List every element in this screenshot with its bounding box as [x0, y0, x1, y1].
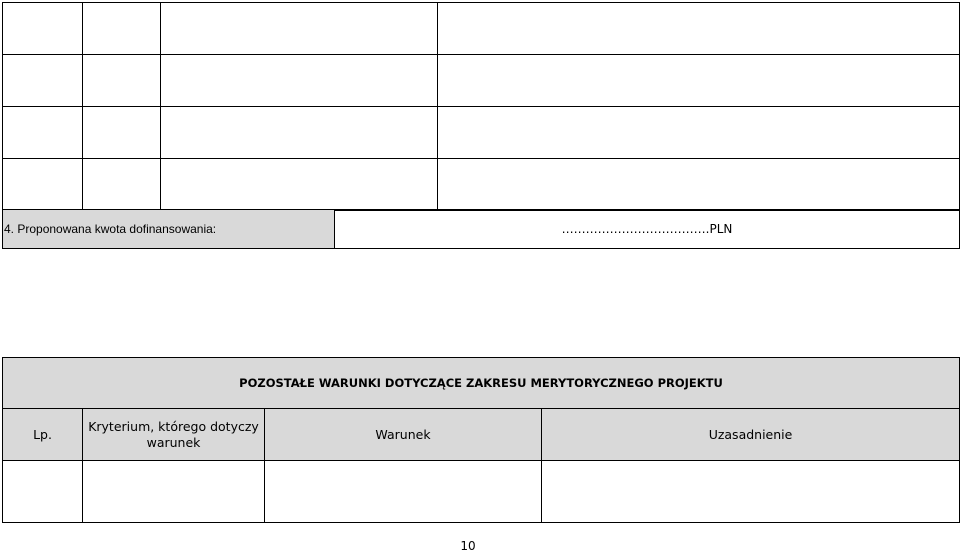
table-cell[interactable]: [438, 159, 960, 211]
conditions-table: [2, 357, 960, 523]
table-cell[interactable]: [161, 107, 438, 159]
table-row: [3, 107, 960, 159]
page-number: 10: [460, 539, 476, 553]
conditions-title-row: [3, 358, 960, 409]
conditions-title: POZOSTAŁE WARUNKI DOTYCZĄCE ZAKRESU MERYTORYCZNEGO PROJEKTU: [3, 358, 960, 409]
table-cell[interactable]: [438, 55, 960, 107]
header-justification: Uzasadnienie: [542, 409, 960, 461]
table-row: [3, 461, 960, 523]
table-cell[interactable]: [3, 159, 83, 211]
funding-table: [2, 209, 960, 249]
table-cell[interactable]: [3, 461, 83, 523]
table-cell[interactable]: [83, 107, 161, 159]
header-condition: Warunek: [265, 409, 542, 461]
top-table: [2, 2, 960, 211]
funding-row: [3, 210, 960, 249]
table-cell[interactable]: [438, 107, 960, 159]
table-cell[interactable]: [161, 55, 438, 107]
table-cell[interactable]: [83, 159, 161, 211]
table-row: [3, 3, 960, 55]
header-lp: Lp.: [3, 409, 83, 461]
funding-label: 4. Proponowana kwota dofinansowania:: [3, 210, 335, 249]
table-cell[interactable]: [3, 3, 83, 55]
table-cell[interactable]: [161, 3, 438, 55]
conditions-header-row: [3, 409, 960, 461]
table-cell[interactable]: [438, 3, 960, 55]
table-cell[interactable]: [542, 461, 960, 523]
table-row: [3, 159, 960, 211]
table-cell[interactable]: [83, 461, 265, 523]
funding-amount-field[interactable]: ……………………………….PLN: [335, 210, 960, 249]
table-cell[interactable]: [161, 159, 438, 211]
table-cell[interactable]: [83, 3, 161, 55]
table-cell[interactable]: [265, 461, 542, 523]
header-criterion: Kryterium, którego dotyczy warunek: [83, 409, 265, 461]
table-cell[interactable]: [3, 107, 83, 159]
table-cell[interactable]: [83, 55, 161, 107]
table-cell[interactable]: [3, 55, 83, 107]
table-row: [3, 55, 960, 107]
